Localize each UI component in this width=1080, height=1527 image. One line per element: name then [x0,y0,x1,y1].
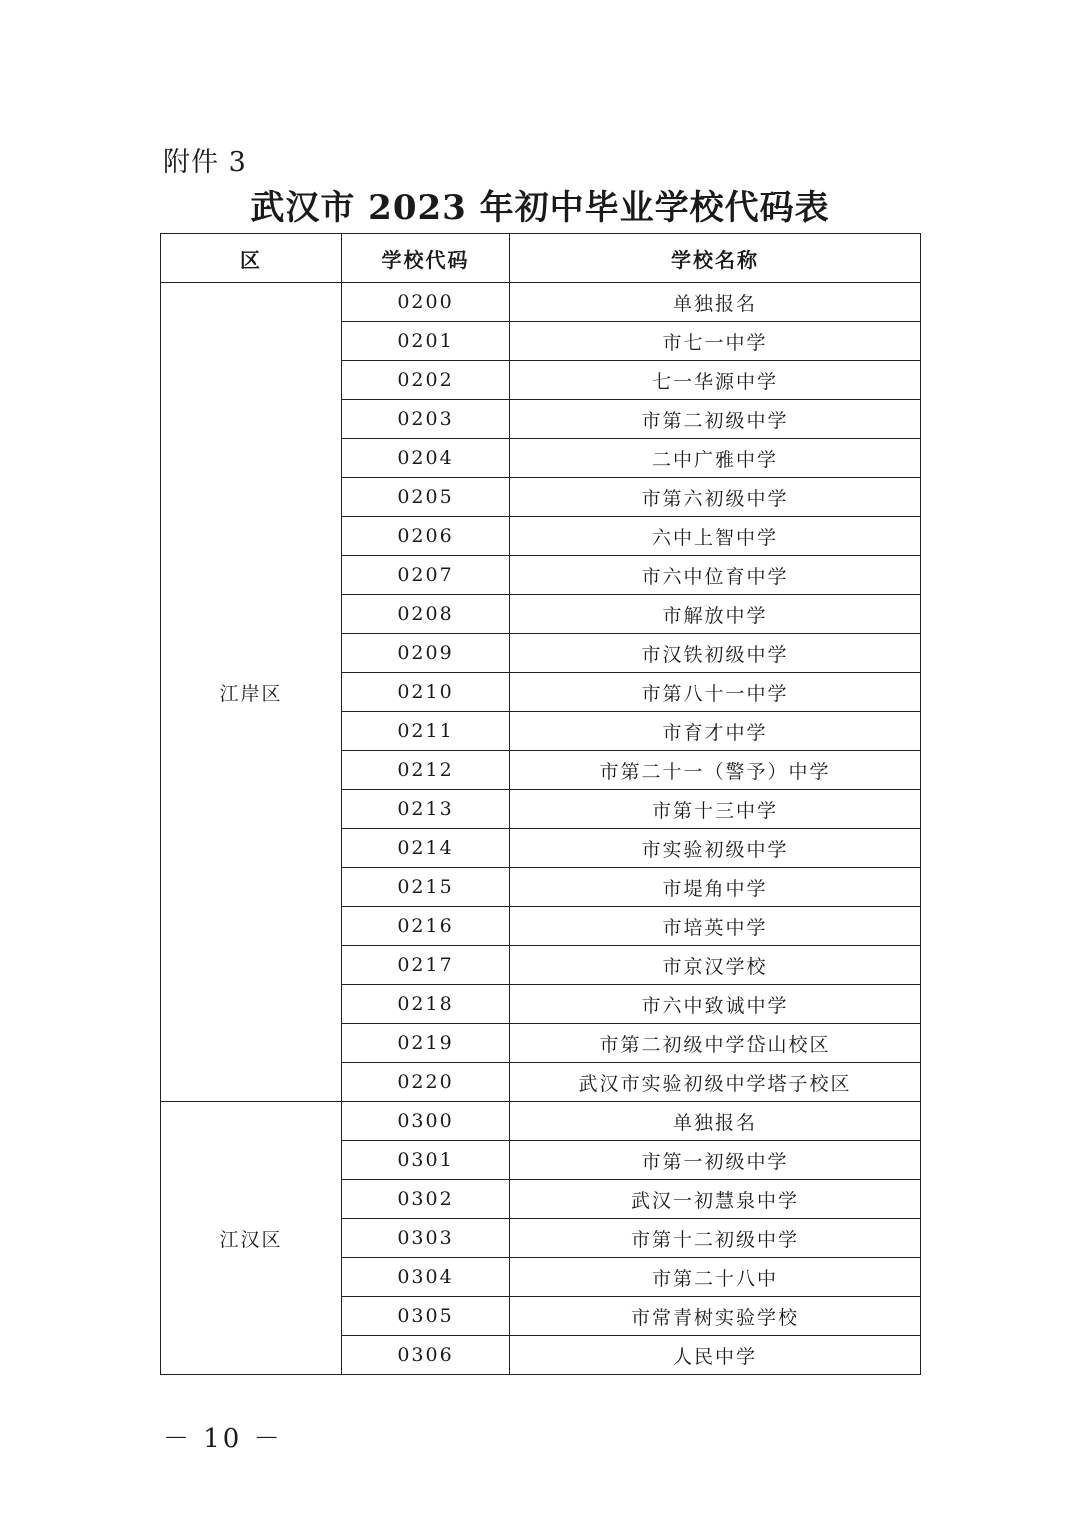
school-name-cell: 市第一初级中学 [510,1141,921,1180]
school-code-cell: 0217 [342,946,510,985]
header-code: 学校代码 [342,234,510,283]
school-code-cell: 0214 [342,829,510,868]
school-code-cell: 0303 [342,1219,510,1258]
table-body [161,283,921,1375]
school-name-cell: 市六中致诚中学 [510,985,921,1024]
district-cell: 江岸区 [161,283,342,1102]
school-name-cell: 六中上智中学 [510,517,921,556]
school-code-cell: 0302 [342,1180,510,1219]
school-name-cell: 市培英中学 [510,907,921,946]
school-code-cell: 0218 [342,985,510,1024]
school-name-cell: 人民中学 [510,1336,921,1375]
school-name-cell: 武汉市实验初级中学塔子校区 [510,1063,921,1102]
page-title: 武汉市 2023 年初中毕业学校代码表 [250,188,830,228]
school-name-cell: 市解放中学 [510,595,921,634]
table-row [161,283,921,322]
school-code-cell: 0301 [342,1141,510,1180]
school-name-cell: 市实验初级中学 [510,829,921,868]
school-code-cell: 0210 [342,673,510,712]
header-district: 区 [161,234,342,283]
school-code-cell: 0205 [342,478,510,517]
school-name-cell: 市第十三中学 [510,790,921,829]
school-code-cell: 0204 [342,439,510,478]
school-name-cell: 单独报名 [510,283,921,322]
district-cell: 江汉区 [161,1102,342,1375]
school-code-cell: 0207 [342,556,510,595]
attachment-label: 附件 3 [163,147,247,178]
table-row [161,1102,921,1141]
table-header-row [161,234,921,283]
school-code-cell: 0300 [342,1102,510,1141]
school-name-cell: 市第六初级中学 [510,478,921,517]
school-code-cell: 0216 [342,907,510,946]
school-name-cell: 七一华源中学 [510,361,921,400]
school-code-cell: 0220 [342,1063,510,1102]
school-name-cell: 武汉一初慧泉中学 [510,1180,921,1219]
school-code-cell: 0212 [342,751,510,790]
school-name-cell: 市常青树实验学校 [510,1297,921,1336]
header-name: 学校名称 [510,234,921,283]
school-name-cell: 市京汉学校 [510,946,921,985]
school-code-cell: 0215 [342,868,510,907]
school-code-cell: 0209 [342,634,510,673]
school-name-cell: 市堤角中学 [510,868,921,907]
school-name-cell: 市第二十一（警予）中学 [510,751,921,790]
school-name-cell: 市汉铁初级中学 [510,634,921,673]
school-code-table [160,233,921,1375]
school-code-cell: 0201 [342,322,510,361]
school-name-cell: 二中广雅中学 [510,439,921,478]
school-name-cell: 市第二初级中学 [510,400,921,439]
school-code-cell: 0306 [342,1336,510,1375]
school-name-cell: 单独报名 [510,1102,921,1141]
school-name-cell: 市第二初级中学岱山校区 [510,1024,921,1063]
school-code-cell: 0213 [342,790,510,829]
school-code-cell: 0203 [342,400,510,439]
school-code-cell: 0211 [342,712,510,751]
school-code-cell: 0305 [342,1297,510,1336]
school-code-cell: 0206 [342,517,510,556]
school-name-cell: 市第十二初级中学 [510,1219,921,1258]
page-number: － 10 － [163,1424,283,1454]
school-code-cell: 0200 [342,283,510,322]
school-name-cell: 市七一中学 [510,322,921,361]
school-name-cell: 市第二十八中 [510,1258,921,1297]
school-code-cell: 0202 [342,361,510,400]
school-code-cell: 0208 [342,595,510,634]
school-name-cell: 市育才中学 [510,712,921,751]
school-name-cell: 市第八十一中学 [510,673,921,712]
school-code-cell: 0304 [342,1258,510,1297]
school-name-cell: 市六中位育中学 [510,556,921,595]
school-code-cell: 0219 [342,1024,510,1063]
